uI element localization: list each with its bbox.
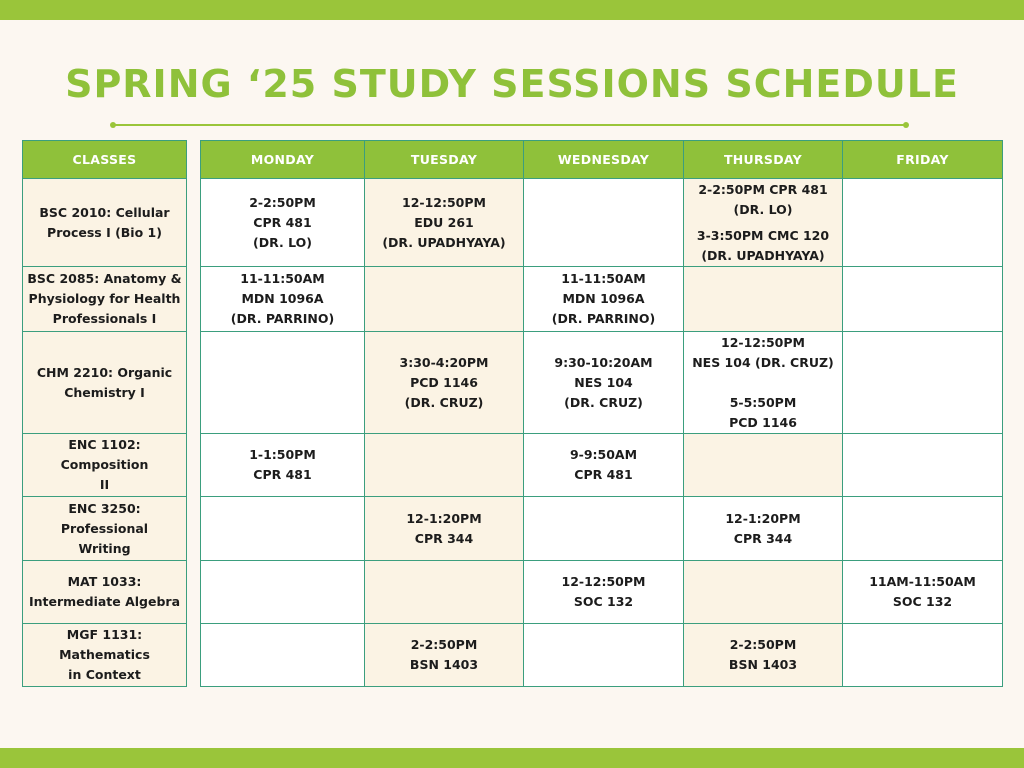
class-line: Physiology for Health	[28, 291, 181, 306]
day-header-monday: MONDAY	[201, 141, 365, 179]
session-cell	[684, 624, 843, 687]
session-cell	[684, 332, 843, 434]
session-line: MDN 1096A	[562, 291, 645, 306]
empty-cell	[684, 561, 843, 624]
session-line: 12-12:50PM	[721, 334, 805, 350]
session-line: CPR 344	[733, 530, 793, 546]
session-line: 11-11:50AM	[240, 271, 325, 286]
session-line: 3:30-4:20PM	[399, 354, 489, 370]
session-line: CPR 344	[414, 530, 474, 546]
session-line: (DR. PARRINO)	[230, 311, 335, 326]
title-divider	[113, 124, 906, 126]
session-gap	[686, 373, 840, 393]
class-line: MGF 1131: Mathematics	[59, 627, 150, 662]
session-line: 12-1:20PM	[406, 510, 482, 526]
session-line: (DR. PARRINO)	[551, 311, 656, 326]
session-cell	[201, 434, 365, 497]
class-line: MAT 1033:	[67, 574, 142, 589]
session-cell	[524, 434, 684, 497]
empty-cell	[843, 434, 1003, 497]
session-line: 2-2:50PM	[410, 637, 478, 652]
session-line: 11AM-11:50AM	[869, 574, 976, 589]
session-line: (DR. LO)	[253, 234, 312, 250]
session-cell	[365, 497, 524, 561]
class-cell	[23, 267, 187, 332]
session-line: NES 104 (DR. CRUZ)	[692, 354, 834, 370]
empty-cell	[201, 497, 365, 561]
session-line: 12-12:50PM	[561, 574, 646, 589]
session-line: NES 104	[574, 374, 633, 390]
empty-cell	[843, 497, 1003, 561]
session-line: CPR 481	[574, 467, 633, 482]
class-line: Writing	[78, 540, 131, 556]
empty-cell	[201, 624, 365, 687]
day-header-friday: FRIDAY	[843, 141, 1003, 179]
empty-cell	[843, 267, 1003, 332]
page-title: SPRING ‘25 STUDY SESSIONS SCHEDULE	[65, 62, 959, 106]
divider-dot-right	[903, 122, 909, 128]
session-cell	[524, 332, 684, 434]
class-line: Professionals I	[52, 311, 157, 326]
class-cell	[23, 434, 187, 497]
empty-cell	[365, 434, 524, 497]
class-line: Process I (Bio 1)	[47, 224, 162, 240]
session-line: SOC 132	[573, 594, 634, 609]
class-cell	[23, 561, 187, 624]
session-cell	[365, 624, 524, 687]
session-line: CPR 481	[253, 467, 312, 482]
empty-cell	[365, 561, 524, 624]
session-line: SOC 132	[892, 594, 953, 609]
empty-cell	[843, 332, 1003, 434]
day-header-tuesday: TUESDAY	[365, 141, 524, 179]
session-line: 12-1:20PM	[725, 510, 801, 526]
session-cell	[365, 179, 524, 267]
classes-header: CLASSES	[23, 141, 187, 179]
empty-cell	[684, 434, 843, 497]
session-line: (DR. UPADHYAYA)	[701, 247, 825, 263]
divider-dot-left	[110, 122, 116, 128]
session-line: 1-1:50PM	[249, 447, 316, 462]
empty-cell	[843, 179, 1003, 267]
class-line: ENC 3250: Professional	[60, 500, 149, 536]
empty-cell	[684, 267, 843, 332]
class-cell	[23, 497, 187, 561]
session-line: 9:30-10:20AM	[554, 354, 653, 370]
top-accent-bar	[0, 0, 1024, 20]
bottom-accent-bar	[0, 748, 1024, 768]
session-cell	[201, 267, 365, 332]
class-line: Chemistry I	[64, 384, 145, 400]
session-line: (DR. LO)	[733, 201, 793, 217]
empty-cell	[201, 332, 365, 434]
session-line: 5-5:50PM	[729, 394, 797, 410]
session-line: (DR. CRUZ)	[404, 394, 484, 410]
class-cell	[23, 179, 187, 267]
class-line: in Context	[68, 667, 141, 682]
session-cell	[684, 497, 843, 561]
class-cell	[23, 332, 187, 434]
session-line: 2-2:50PM CPR 481	[698, 181, 828, 197]
class-line: BSC 2085: Anatomy &	[27, 271, 182, 286]
class-line: CHM 2210: Organic	[36, 364, 173, 380]
empty-cell	[843, 624, 1003, 687]
session-line: BSN 1403	[409, 657, 479, 672]
empty-cell	[524, 497, 684, 561]
class-line: BSC 2010: Cellular	[39, 204, 170, 220]
class-line: Intermediate Algebra	[28, 594, 181, 609]
session-cell	[684, 179, 843, 267]
session-line: (DR. UPADHYAYA)	[382, 234, 506, 250]
classes-table	[22, 140, 187, 687]
day-header-thursday: THURSDAY	[684, 141, 843, 179]
class-line: II	[99, 477, 110, 492]
empty-cell	[524, 624, 684, 687]
session-line: (DR. CRUZ)	[564, 394, 643, 410]
session-cell	[524, 267, 684, 332]
session-line: 11-11:50AM	[561, 271, 646, 286]
session-line: EDU 261	[414, 214, 474, 230]
session-line: PCD 1146	[410, 374, 478, 390]
schedule-table	[200, 140, 1003, 687]
session-cell	[843, 561, 1003, 624]
session-line: MDN 1096A	[241, 291, 324, 306]
empty-cell	[524, 179, 684, 267]
session-line: BSN 1403	[728, 657, 798, 672]
session-line: 2-2:50PM	[729, 637, 797, 652]
day-header-wednesday: WEDNESDAY	[524, 141, 684, 179]
empty-cell	[201, 561, 365, 624]
session-line: 2-2:50PM	[249, 194, 316, 210]
class-cell	[23, 624, 187, 687]
session-line: 9-9:50AM	[569, 447, 638, 462]
session-line: 12-12:50PM	[402, 194, 486, 210]
session-cell	[365, 332, 524, 434]
class-line: ENC 1102: Composition	[60, 437, 149, 472]
empty-cell	[365, 267, 524, 332]
session-cell	[201, 179, 365, 267]
session-line: CPR 481	[253, 214, 312, 230]
session-line: 3-3:50PM CMC 120	[696, 227, 830, 243]
session-cell	[524, 561, 684, 624]
session-line: PCD 1146	[729, 414, 797, 430]
